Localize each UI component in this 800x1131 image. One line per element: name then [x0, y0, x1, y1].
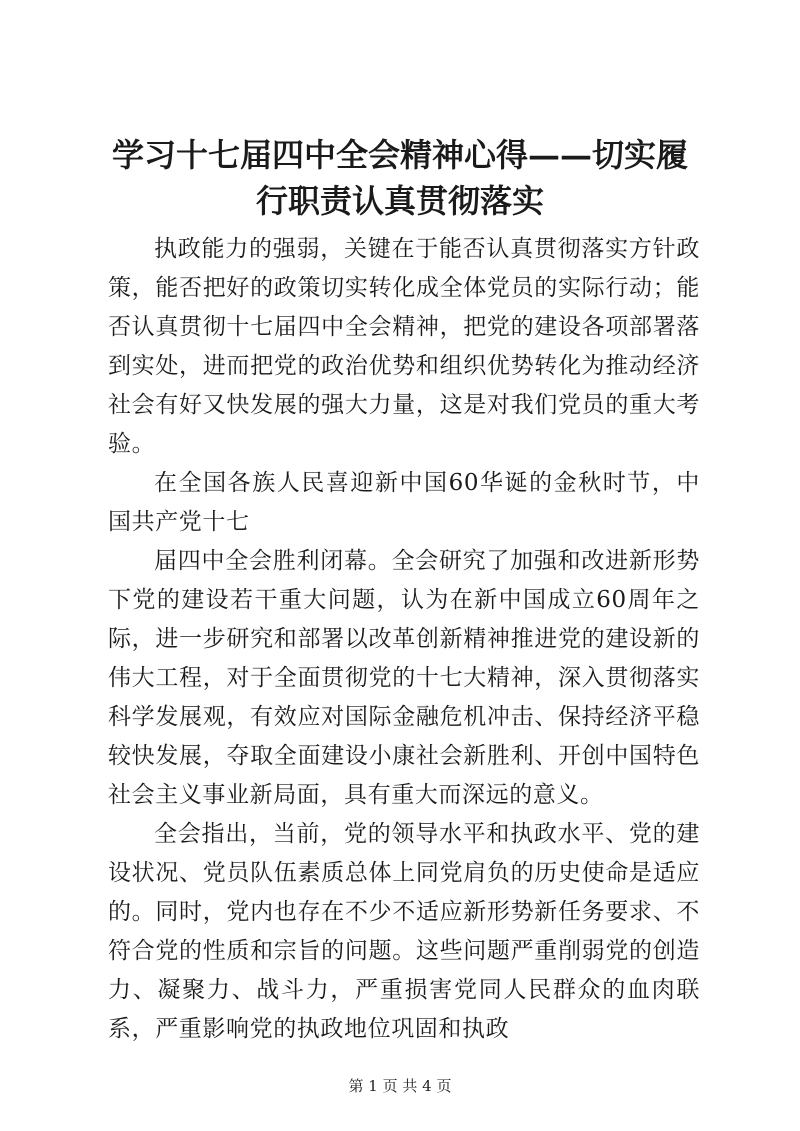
paragraph-3: 届四中全会胜利闭幕。全会研究了加强和改进新形势下党的建设若干重大问题，认为在新中国成立60周年之际，进一步研究和部署以改革创新精神推进党的建设新的伟大工程，对于全面贯彻党的十七大精神，深入贯彻落实科学发展观，有效应对国际金融危机冲击、保持经济平稳较快发展，夺取全面建设小康社会新胜利、开创中国特色社会主义事业新局面，具有重大而深远的意义。: [108, 548, 700, 808]
paragraph-1: 执政能力的强弱，关键在于能否认真贯彻落实方针政策，能否把好的政策切实转化成全体党员的实际行动；能否认真贯彻十七届四中全会精神，把党的建设各项部署落到实处，进而把党的政治优势和组织优势转化为推动经济社会有好又快发展的强大力量，这是对我们党员的重大考验。: [108, 236, 700, 457]
document-body: [108, 230, 700, 1049]
paragraph-2: 在全国各族人民喜迎新中国60华诞的金秋时节，中国共产党十七: [108, 470, 700, 535]
paragraph-4: 全会指出，当前，党的领导水平和执政水平、党的建设状况、党员队伍素质总体上同党肩负的历史使命是适应的。同时，党内也存在不少不适应新形势新任务要求、不符合党的性质和宗旨的问题。这些问题严重削弱党的创造力、凝聚力、战斗力，严重损害党同人民群众的血肉联系，严重影响党的执政地位巩固和执政: [108, 821, 700, 1042]
page-number: 第 1 页 共 4 页: [348, 1077, 452, 1095]
document-title: 学习十七届四中全会精神心得——切实履行职责认真贯彻落实: [111, 136, 688, 220]
